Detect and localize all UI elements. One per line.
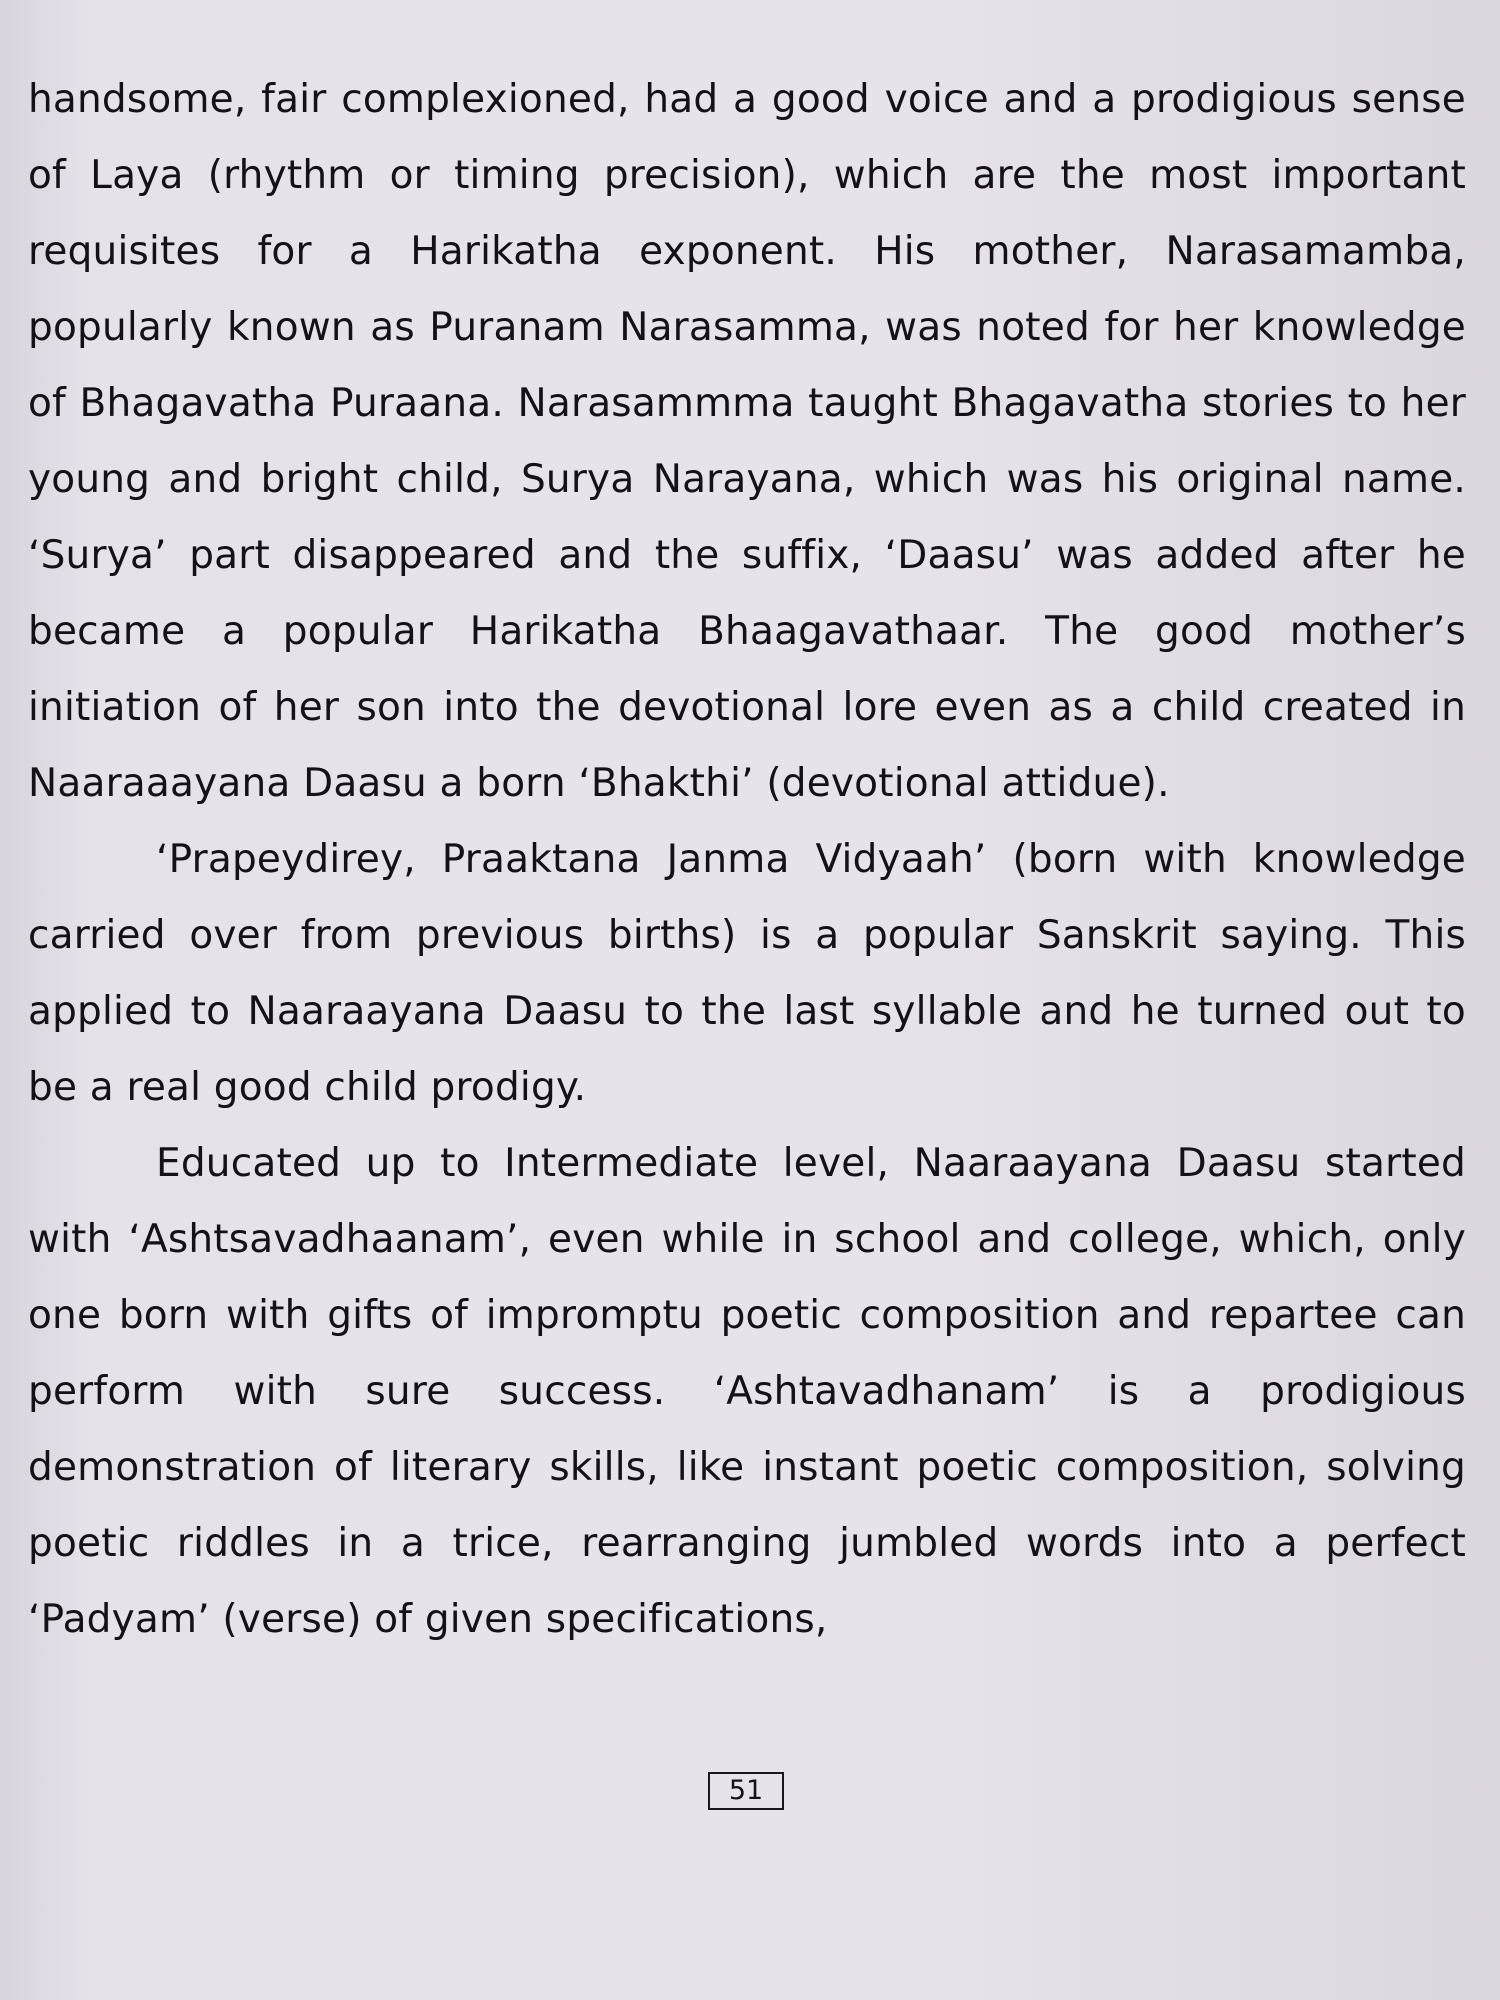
page-number: 51 [708,1772,784,1810]
paragraph-2: ‘Prapeydirey, Praaktana Janma Vidyaah’ (born with knowledge carried over from previous births) is a popular Sanskrit saying. This applied to Naaraayana Daasu to the last syllable and he turned out to be a real good child prodigy. [28,837,1466,1110]
body-text [28,62,1466,1658]
paragraph-1: handsome, fair complexioned, had a good voice and a prodigious sense of Laya (rhythm or timing precision), which are the most important requisites for a Harikatha exponent. His mother, Narasamamba, popularly known as Puranam Narasamma, was noted for her knowledge of Bhagavatha Puraana. Narasammma taught Bhagavatha stories to her young and bright child, Surya Narayana, which was his original name. ‘Surya’ part disappeared and the suffix, ‘Daasu’ was added after he became a popular Harikatha Bhaagavathaar. The good mother’s initiation of her son into the devotional lore even as a child created in Naaraaayana Daasu a born ‘Bhakthi’ (devotional attidue). [28,77,1466,806]
paragraph-3: Educated up to Intermediate level, Naaraayana Daasu started with ‘Ashtsavadhaanam’, even while in school and college, which, only one born with gifts of impromptu poetic composition and repartee can perform with sure success. ‘Ashtavadhanam’ is a prodigious demonstration of literary skills, like instant poetic composition, solving poetic riddles in a trice, rearranging jumbled words into a perfect ‘Padyam’ (verse) of given specifications, [28,1141,1466,1642]
